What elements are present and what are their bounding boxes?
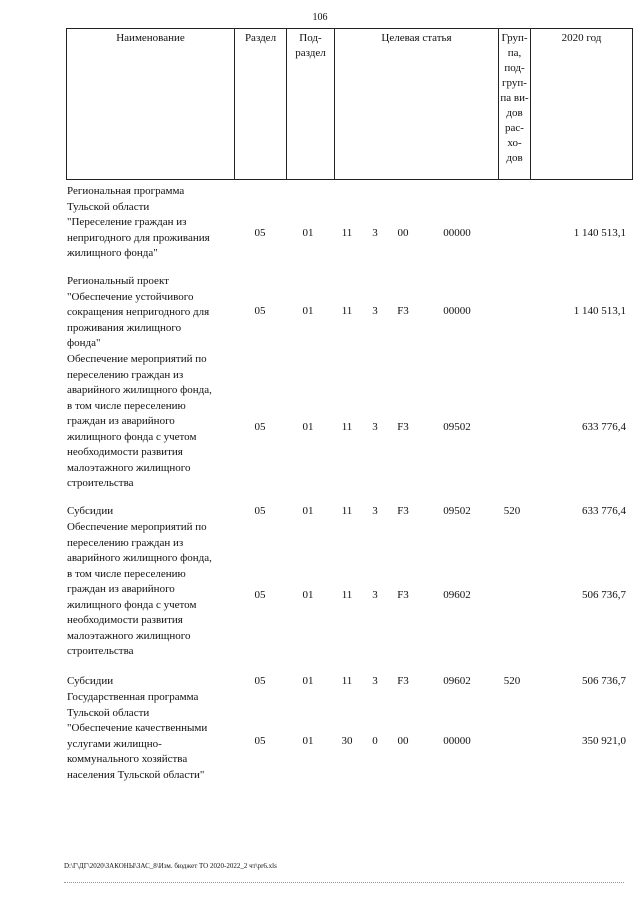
row-target-1: 11 (341, 421, 353, 433)
row-subsection: 01 (302, 675, 314, 687)
row-amount: 1 140 513,1 (573, 305, 626, 317)
row-target-2: 3 (372, 421, 378, 433)
row-group: 520 (503, 505, 521, 517)
footer-divider (64, 882, 624, 883)
row-target-2: 0 (372, 735, 378, 747)
footer-file-path: D:\Г\ДГ\2020\ЗАКОНЫ\ЗАС_8\Изм. бюджет ТО 2020-2022_2 чт\pr6.xls (64, 862, 277, 870)
row-subsection: 01 (302, 305, 314, 317)
header-target-article: Целевая статья (335, 29, 499, 180)
row-target-2: 3 (372, 675, 378, 687)
header-expense-group: Груп- па, под- груп- па ви- дов рас- хо- дов (499, 29, 531, 180)
row-target-1: 11 (341, 505, 353, 517)
row-target-4: 09502 (443, 421, 471, 433)
row-name: Региональная программа Тульской области "Переселение граждан из непригодного для проживания жилищного фонда" (67, 185, 210, 259)
header-subsection: Под- раздел (287, 29, 335, 180)
row-section: 05 (254, 589, 266, 601)
row-target-1: 11 (341, 305, 353, 317)
row-target-3: F3 (397, 505, 409, 517)
row-name: Государственная программа Тульской области "Обеспечение качественными услугами жилищно- коммунального хозяйства населения Тульской области" (67, 691, 208, 781)
row-name: Субсидии (67, 505, 114, 517)
row-group: 520 (503, 675, 521, 687)
row-target-3: F3 (397, 589, 409, 601)
row-amount: 350 921,0 (582, 735, 626, 747)
row-name: Субсидии (67, 675, 114, 687)
row-amount: 633 776,4 (582, 505, 626, 517)
row-target-4: 00000 (443, 227, 471, 239)
row-target-1: 11 (341, 227, 353, 239)
row-target-3: F3 (397, 675, 409, 687)
row-target-2: 3 (372, 589, 378, 601)
row-section: 05 (254, 675, 266, 687)
row-target-3: 00 (397, 227, 409, 239)
row-target-3: F3 (397, 421, 409, 433)
row-section: 05 (254, 305, 266, 317)
table-header (66, 28, 633, 180)
row-target-3: F3 (397, 305, 409, 317)
row-amount: 506 736,7 (582, 675, 626, 687)
row-target-3: 00 (397, 735, 409, 747)
row-target-1: 11 (341, 675, 353, 687)
row-target-4: 09602 (443, 675, 471, 687)
row-name: Региональный проект "Обеспечение устойчивого сокращения непригодного для проживания жилищного фонда" (67, 275, 210, 349)
row-subsection: 01 (302, 227, 314, 239)
header-year: 2020 год (531, 29, 633, 180)
row-subsection: 01 (302, 505, 314, 517)
header-section: Раздел (235, 29, 287, 180)
row-target-1: 30 (341, 735, 353, 747)
row-target-2: 3 (372, 305, 378, 317)
row-section: 05 (254, 735, 266, 747)
row-amount: 633 776,4 (582, 421, 626, 433)
row-target-4: 09602 (443, 589, 471, 601)
row-amount: 1 140 513,1 (573, 227, 626, 239)
row-target-2: 3 (372, 505, 378, 517)
row-target-2: 3 (372, 227, 378, 239)
row-subsection: 01 (302, 589, 314, 601)
row-amount: 506 736,7 (582, 589, 626, 601)
row-name: Обеспечение мероприятий по переселению граждан из аварийного жилищного фонда, в том числе переселению граждан из аварийного жилищного фонда с учетом необходимости развития малоэтажного жилищного строительства (67, 353, 212, 489)
row-target-1: 11 (341, 589, 353, 601)
row-target-4: 09502 (443, 505, 471, 517)
row-section: 05 (254, 227, 266, 239)
row-target-4: 00000 (443, 735, 471, 747)
row-name: Обеспечение мероприятий по переселению граждан из аварийного жилищного фонда, в том числе переселению граждан из аварийного жилищного фонда с учетом необходимости развития малоэтажного жилищного строительства (67, 521, 212, 657)
row-section: 05 (254, 505, 266, 517)
row-subsection: 01 (302, 735, 314, 747)
row-target-4: 00000 (443, 305, 471, 317)
row-section: 05 (254, 421, 266, 433)
header-name: Наименование (67, 29, 235, 180)
row-subsection: 01 (302, 421, 314, 433)
page-number: 106 (312, 12, 328, 23)
